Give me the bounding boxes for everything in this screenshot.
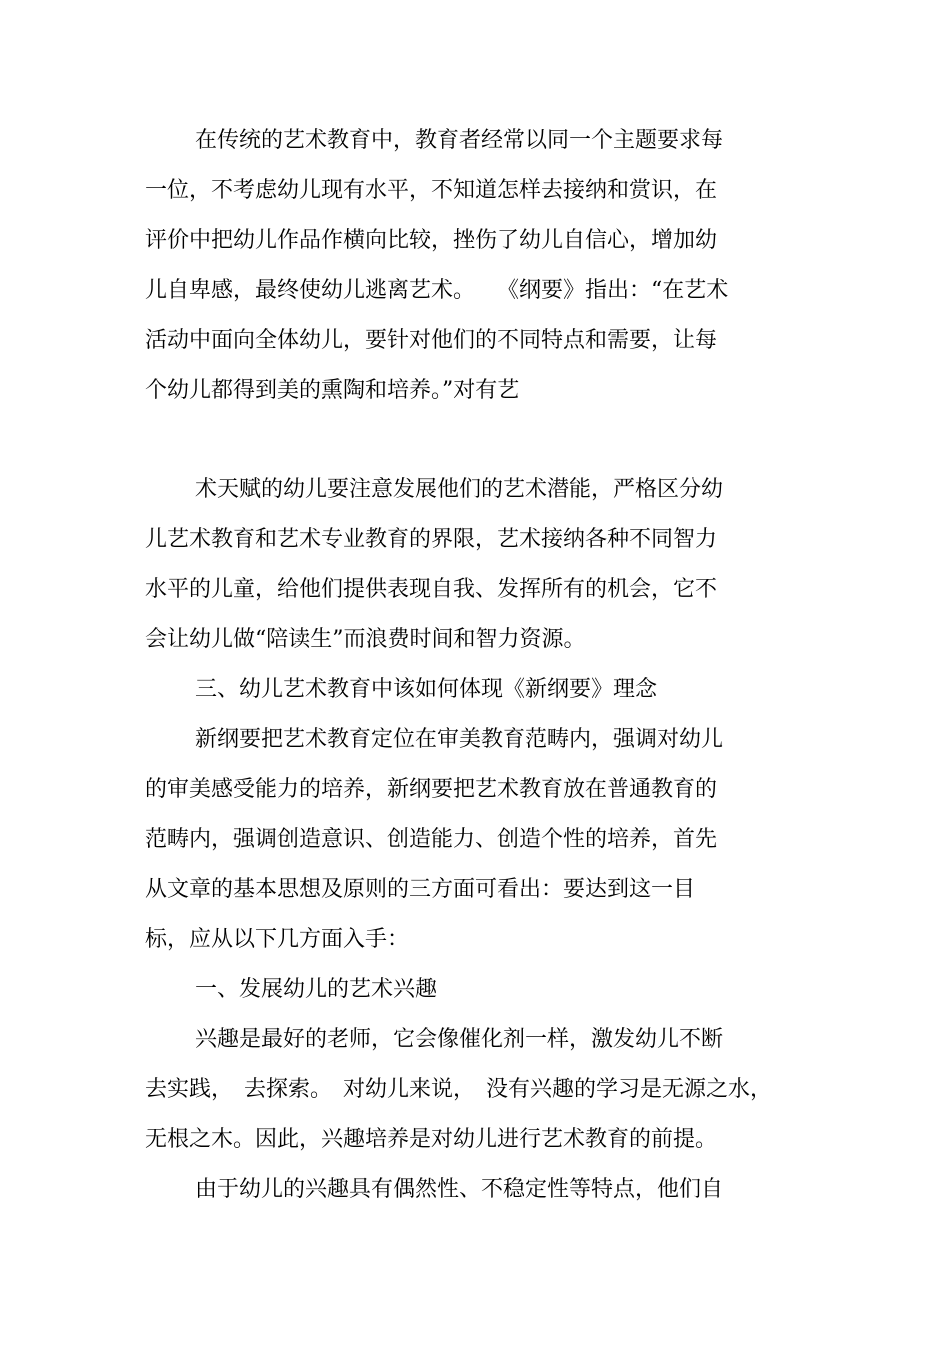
text-line: 儿艺术教育和艺术专业教育的界限，艺术接纳各种不同智力 xyxy=(145,527,718,552)
text-line: 范畴内，强调创造意识、创造能力、创造个性的培养，首先 xyxy=(145,827,718,852)
text-line: 一位，不考虑幼儿现有水平，不知道怎样去接纳和赏识，在 xyxy=(145,178,718,203)
text-line: 标，应从以下几方面入手： xyxy=(145,927,410,952)
text-line: 术天赋的幼儿要注意发展他们的艺术潜能，严格区分幼 xyxy=(195,477,724,502)
text-line: 新纲要把艺术教育定位在审美教育范畴内，强调对幼儿 xyxy=(195,727,724,752)
text-line: 水平的儿童，给他们提供表现自我、发挥所有的机会，它不 xyxy=(145,577,718,602)
text-line: 无根之木。因此，兴趣培养是对幼儿进行艺术教育的前提。 xyxy=(145,1127,718,1152)
text-line: 个幼儿都得到美的熏陶和培养。”对有艺 xyxy=(145,378,520,403)
text-line: 在传统的艺术教育中，教育者经常以同一个主题要求每 xyxy=(195,128,724,153)
text-line: 兴趣是最好的老师，它会像催化剂一样，激发幼儿不断 xyxy=(195,1027,724,1052)
text-line: 从文章的基本思想及原则的三方面可看出：要达到这一目 xyxy=(145,877,696,902)
text-line: 活动中面向全体幼儿，要针对他们的不同特点和需要，让每 xyxy=(145,328,718,353)
text-line: 儿自卑感，最终使幼儿逃离艺术。 《纲要》指出：“在艺术 xyxy=(145,278,729,303)
text-line: 由于幼儿的兴趣具有偶然性、不稳定性等特点，他们自 xyxy=(195,1177,724,1202)
text-line: 的审美感受能力的培养，新纲要把艺术教育放在普通教育的 xyxy=(145,777,718,802)
text-line: 评价中把幼儿作品作横向比较，挫伤了幼儿自信心，增加幼 xyxy=(145,228,718,253)
section-heading: 三、幼儿艺术教育中该如何体现《新纲要》理念 xyxy=(195,677,658,702)
text-line: 去实践， 去探索。 对幼儿来说， 没有兴趣的学习是无源之水， xyxy=(145,1077,773,1102)
text-line: 会让幼儿做“陪读生”而浪费时间和智力资源。 xyxy=(145,627,586,652)
section-heading: 一、发展幼儿的艺术兴趣 xyxy=(195,977,438,1002)
